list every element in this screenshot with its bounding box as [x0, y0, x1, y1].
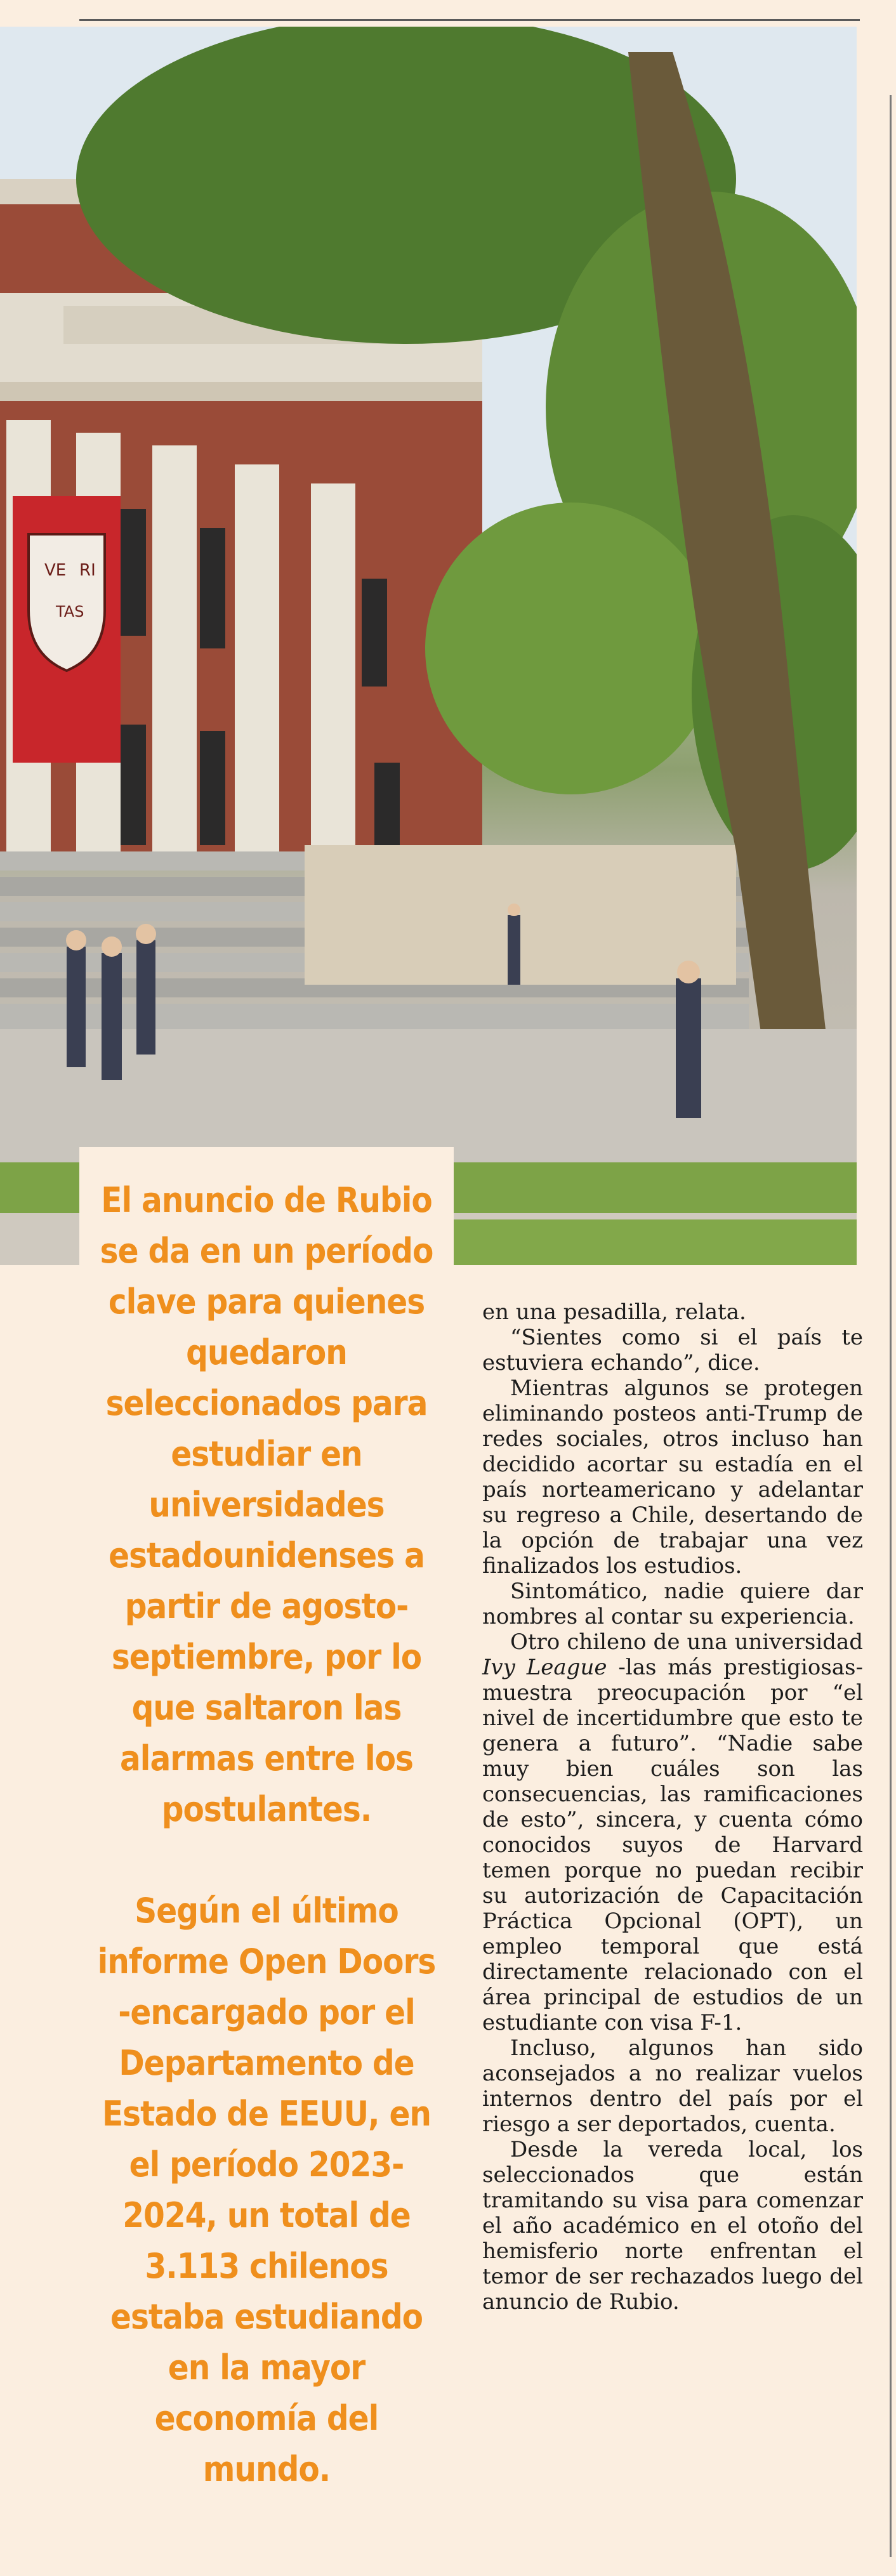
harvard-library-photo: [0, 27, 857, 1265]
body-paragraph-5-start: Otro chileno de una universidad: [510, 1629, 863, 1655]
body-paragraph-7: Desde la vereda local, los seleccionados que están tramitando su visa para comenzar el año académico en el otoño del hemisferio norte enfrentan el temor de ser rechazados luego del anuncio de Rubio.: [482, 2137, 863, 2315]
body-paragraph-1: en una pesadilla, relata.: [482, 1299, 746, 1325]
body-paragraph-3: Mientras algunos se protegen eliminando posteos anti-Trump de redes sociales, otros incluso han decidido acortar su estadía en el país norteamericano y adelantar su regreso a Chile, desertando de la opción de trabajar una vez finalizados los estudios.: [482, 1376, 863, 1579]
pull-quote-paragraph-2: Según el último informe Open Doors -encargado por el Departamento de Estado de EEUU, en el período 2023-2024, un total de 3.113 chilenos estaba estudiando en la mayor economía del mundo.: [97, 1891, 436, 2489]
body-paragraph-4: Sintomático, nadie quiere dar nombres al contar su experiencia.: [482, 1579, 863, 1629]
column-rule: [890, 95, 892, 2557]
banner-text-1: VE: [44, 561, 67, 580]
body-paragraph-2: “Sientes como si el país te estuviera echando”, dice.: [482, 1325, 863, 1376]
banner-text-3: TAS: [56, 603, 84, 621]
article-body-column: [482, 1299, 863, 2315]
body-paragraph-6: Incluso, algunos han sido aconsejados a no realizar vuelos internos dentro del país por el riesgo a ser deportados, cuenta.: [482, 2035, 863, 2137]
pull-quote-paragraph-1: El anuncio de Rubio se da en un período clave para quienes quedaron seleccionados para estudiar en universidades estadounidenses a partir de agosto-septiembre, por lo que saltaron las alarmas entre los postulantes.: [100, 1180, 433, 1829]
ivy-league-italic: Ivy League: [482, 1655, 607, 1680]
body-paragraph-5: [482, 1629, 863, 2035]
body-paragraph-5-rest: -las más prestigiosas- muestra preocupación por “el nivel de incertidumbre que esto te genera a futuro”. “Nadie sabe muy bien cuáles son las consecuencias, las ramificaciones de esto”, sincera, y cuenta cómo conocidos suyos de Harvard temen porque no puedan recibir su autorización de Capacitación Práctica Opcional (OPT), un empleo temporal que está directamente relacionado con el área principal de estudios de un estudiante con visa F-1.: [482, 1655, 863, 2035]
pull-quote: [79, 1147, 454, 2518]
banner-text-2: RI: [79, 561, 96, 580]
top-rule: [79, 19, 860, 21]
